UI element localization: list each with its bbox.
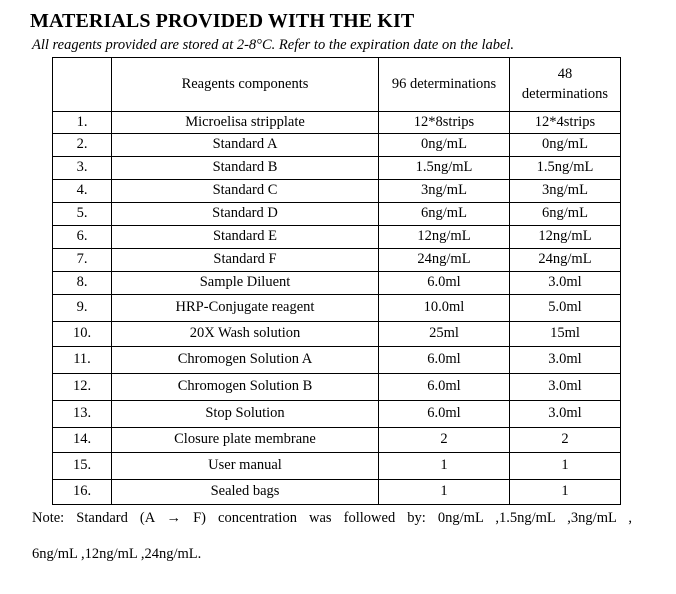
row-48-value: 1.5ng/mL — [510, 157, 621, 180]
row-96-value: 1 — [379, 480, 510, 505]
page-title: MATERIALS PROVIDED WITH THE KIT — [30, 10, 415, 32]
row-96-value: 12ng/mL — [379, 226, 510, 249]
row-number: 16. — [53, 480, 112, 505]
row-48-value: 15ml — [510, 322, 621, 347]
header-48-determinations — [510, 58, 621, 112]
row-number: 7. — [53, 249, 112, 272]
row-48-value: 6ng/mL — [510, 203, 621, 226]
row-96-value: 0ng/mL — [379, 134, 510, 157]
row-component-name: Standard B — [112, 157, 379, 180]
row-96-value: 6.0ml — [379, 401, 510, 428]
row-96-value: 6ng/mL — [379, 203, 510, 226]
row-number: 10. — [53, 322, 112, 347]
table-row — [53, 374, 621, 401]
row-number: 11. — [53, 347, 112, 374]
header-components: Reagents components — [112, 58, 379, 112]
row-number: 14. — [53, 428, 112, 453]
table-row — [53, 112, 621, 134]
kit-materials-table — [52, 57, 621, 505]
row-number: 6. — [53, 226, 112, 249]
row-48-value: 3.0ml — [510, 401, 621, 428]
table-row — [53, 180, 621, 203]
row-96-value: 2 — [379, 428, 510, 453]
row-48-value: 0ng/mL — [510, 134, 621, 157]
row-number: 4. — [53, 180, 112, 203]
row-component-name: Sealed bags — [112, 480, 379, 505]
row-96-value: 24ng/mL — [379, 249, 510, 272]
row-48-value: 5.0ml — [510, 295, 621, 322]
note-line-2: 6ng/mL ,12ng/mL ,24ng/mL. — [32, 546, 202, 562]
table-row — [53, 134, 621, 157]
header-48-line1: 48 — [557, 66, 573, 83]
row-48-value: 3.0ml — [510, 272, 621, 295]
row-component-name: Standard D — [112, 203, 379, 226]
table-row — [53, 157, 621, 180]
table-row — [53, 322, 621, 347]
table-row — [53, 295, 621, 322]
row-component-name: 20X Wash solution — [112, 322, 379, 347]
row-component-name: Chromogen Solution A — [112, 347, 379, 374]
row-number: 3. — [53, 157, 112, 180]
table-row — [53, 226, 621, 249]
row-component-name: Sample Diluent — [112, 272, 379, 295]
row-component-name: Standard C — [112, 180, 379, 203]
row-component-name: HRP-Conjugate reagent — [112, 295, 379, 322]
row-number: 13. — [53, 401, 112, 428]
row-48-value: 2 — [510, 428, 621, 453]
row-number: 1. — [53, 112, 112, 134]
row-component-name: Closure plate membrane — [112, 428, 379, 453]
header-96-determinations: 96 determinations — [379, 58, 510, 112]
table-row — [53, 428, 621, 453]
row-number: 9. — [53, 295, 112, 322]
row-48-value: 1 — [510, 480, 621, 505]
row-number: 2. — [53, 134, 112, 157]
row-96-value: 25ml — [379, 322, 510, 347]
row-96-value: 12*8strips — [379, 112, 510, 134]
table-body — [53, 112, 621, 505]
row-number: 8. — [53, 272, 112, 295]
table-row — [53, 401, 621, 428]
note-line-1: Note: Standard (A → F) concentration was followed by: 0ng/mL ,1.5ng/mL ,3ng/mL , — [32, 510, 632, 526]
row-96-value: 6.0ml — [379, 347, 510, 374]
row-96-value: 6.0ml — [379, 272, 510, 295]
row-96-value: 1 — [379, 453, 510, 480]
row-48-value: 12ng/mL — [510, 226, 621, 249]
row-96-value: 10.0ml — [379, 295, 510, 322]
header-number-cell — [53, 58, 112, 112]
table-row — [53, 203, 621, 226]
row-component-name: Chromogen Solution B — [112, 374, 379, 401]
header-48-line2: determinations — [521, 85, 609, 102]
row-number: 15. — [53, 453, 112, 480]
row-48-value: 24ng/mL — [510, 249, 621, 272]
row-component-name: Microelisa stripplate — [112, 112, 379, 134]
row-48-value: 3.0ml — [510, 374, 621, 401]
row-48-value: 3ng/mL — [510, 180, 621, 203]
row-96-value: 6.0ml — [379, 374, 510, 401]
table-row — [53, 347, 621, 374]
row-component-name: Standard F — [112, 249, 379, 272]
table-row — [53, 480, 621, 505]
row-component-name: Standard A — [112, 134, 379, 157]
table-row — [53, 453, 621, 480]
row-48-value: 12*4strips — [510, 112, 621, 134]
row-component-name: User manual — [112, 453, 379, 480]
row-component-name: Stop Solution — [112, 401, 379, 428]
row-48-value: 1 — [510, 453, 621, 480]
table-row — [53, 272, 621, 295]
table-row — [53, 249, 621, 272]
row-component-name: Standard E — [112, 226, 379, 249]
row-48-value: 3.0ml — [510, 347, 621, 374]
row-number: 5. — [53, 203, 112, 226]
row-96-value: 1.5ng/mL — [379, 157, 510, 180]
table-header-row — [53, 58, 621, 112]
row-number: 12. — [53, 374, 112, 401]
storage-subtitle: All reagents provided are stored at 2-8°C. Refer to the expiration date on the label. — [32, 37, 515, 53]
row-96-value: 3ng/mL — [379, 180, 510, 203]
